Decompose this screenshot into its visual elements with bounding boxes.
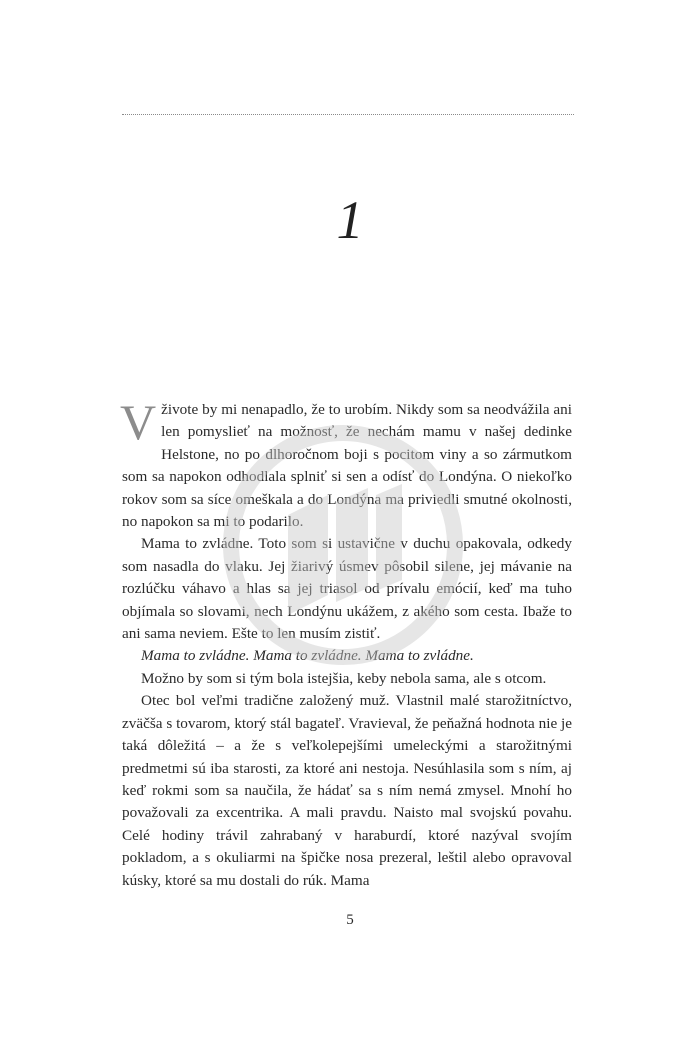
paragraph-4: Možno by som si tým bola istejšia, keby nebola sama, ale s otcom. [141,669,547,687]
header-dotted-rule [122,114,574,115]
paragraph-1-text: živote by mi nenapadlo, že to urobím. Nikdy som sa neodvážila ani len pomyslieť na možnosť, že nechám mamu v našej dedinke Helstone, no po dlhoročnom boji s pocitom viny a so zármutkom som sa napokon odhodlala splniť si sen a odísť do Londýna. O niekoľko rokov som sa síce omeškala a do Londýna ma priviedli smutné okolnosti, no napokon sa mi to podarilo. [122,401,572,531]
drop-cap: V [120,394,157,450]
chapter-number: 1 [336,190,364,250]
body-text [120,394,572,892]
paragraph-5: Otec bol veľmi tradične založený muž. Vlastnil malé starožitníctvo, zväčša s tovarom, ktorý stál bagateľ. Vravieval, že peňažná hodnota nie je taká dôležitá – a že s veľkolepejšími umeleckými a starožitnými predmetmi sú iba starosti, za ktoré ani nestoja. Nesúhlasila som s ním, aj keď rokmi som sa naučila, že hádať sa s ním nemá zmysel. Mnohí ho považovali za excentrika. A mali pravdu. Naisto mal svojskú povahu. Celé hodiny trávil zahrabaný v haraburdí, ktoré nazýval svojím pokladom, a s okuliarmi na špičke nosa prezeral, leštil alebo opravoval kúsky, ktoré sa mu dostali do rúk. Mama [122,692,572,889]
paragraph-3-italic: Mama to zvládne. Mama to zvládne. Mama to zvládne. [141,647,474,665]
paragraph-1 [120,394,572,533]
paragraph-2: Mama to zvládne. Toto som si ustavične v duchu opakovala, odkedy som nasadla do vlaku. Jej žiarivý úsmev pôsobil silene, jej mávanie na rozlúčku váhavo a hlas sa jej triasol od prívalu emócií, keď ma tuho objímala so slovami, nech Londýnu ukážem, z akého som cesta. Ibaže to ani sama neviem. Ešte to len musím zistiť. [122,535,572,643]
page-number: 5 [346,912,354,928]
